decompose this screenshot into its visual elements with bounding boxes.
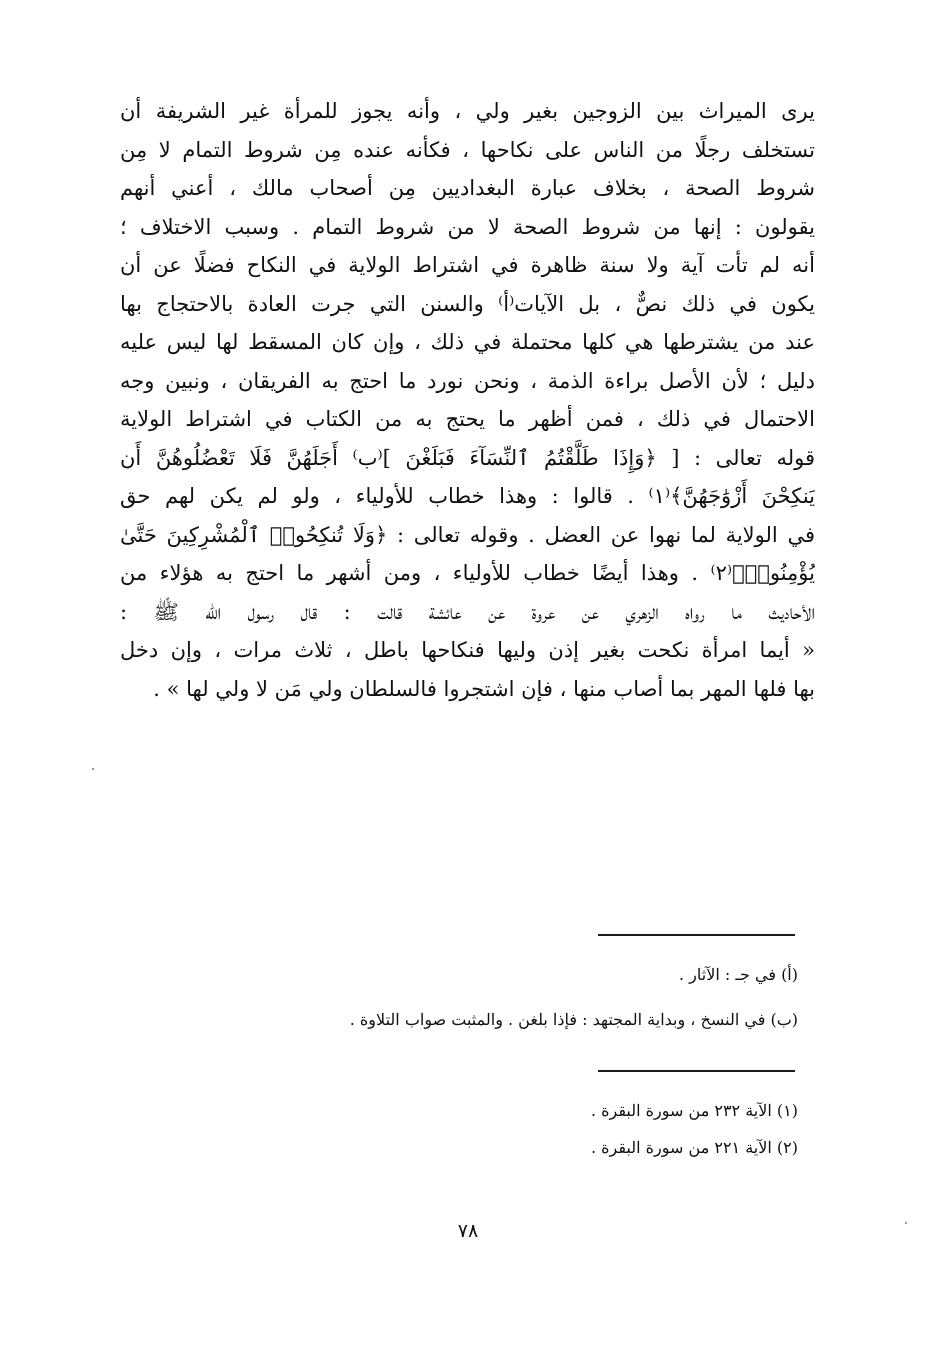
text-line: الاحتمال في ذلك ، فمن أظهر ما يحتج به من الكتاب في اشتراط الولاية <box>120 407 815 431</box>
text-line: بها فلها المهر بما أصاب منها ، فإن اشتجروا فالسلطان ولي مَن لا ولي لها » . <box>153 676 815 701</box>
text-line: عند من يشترطها هي كلها محتملة في ذلك ، وإن كان المسقط لها ليس عليه <box>120 330 815 354</box>
text-line: الأحاديث ما رواه الزهري عن عروة عن عائشة قالت : قال رسول الله ﷺ : <box>120 599 815 624</box>
text-line: « أيما امرأة نكحت بغير إذن وليها فنكاحها باطل ، ثلاث مرات ، وإن دخل <box>120 638 815 662</box>
text-line: في الولاية لما نهوا عن العضل . وقوله تعالى : ﴿وَلَا تُنكِحُوا۟ ٱلْمُشْرِكِينَ حَتَّىٰ <box>120 522 815 547</box>
text-line: يُؤْمِنُوا۟﴾⁽٢⁾ . وهذا أيضًا خطاب للأولياء ، ومن أشهر ما احتج به هؤلاء من <box>120 561 815 585</box>
text-line: قوله تعالى : [ ﴿وَإِذَا طَلَّقْتُمُ ٱلنِّسَآءَ فَبَلَغْنَ ]⁽ب⁾ أَجَلَهُنَّ فَلَا تَعْضُلُوهُنَّ أَن <box>120 445 815 470</box>
text-line: تستخلف رجلًا من الناس على نكاحها ، فكأنه عنده مِن شروط التمام لا مِن <box>120 137 815 162</box>
footnote-divider-variants <box>598 934 795 936</box>
footnote-variant-b: (ب) في النسخ ، وبداية المجتهد : فإذا بلغن . والمثبت صواب التلاوة . <box>349 1010 798 1029</box>
text-line: دليل ؛ لأن الأصل براءة الذمة ، ونحن نورد ما احتج به الفريقان ، ونبين وجه <box>120 368 815 393</box>
footnote-reference-1: (١) الآية ٢٣٢ من سورة البقرة . <box>590 1101 798 1120</box>
text-line: يَنكِحْنَ أَزْوَٰجَهُنَّ﴾⁽١⁾ . قالوا : وهذا خطاب للأولياء ، ولو لم يكن لهم حق <box>120 484 815 508</box>
footnote-variant-a: (أ) في جـ : الآثار . <box>678 965 798 984</box>
text-line: يرى الميراث بين الزوجين بغير ولي ، وأنه يجوز للمرأة غير الشريفة أن <box>120 99 815 123</box>
text-line: يكون في ذلك نصٌّ ، بل الآيات⁽أ⁾ والسنن التي جرت العادة بالاحتجاج بها <box>120 291 815 316</box>
text-line: شروط الصحة ، بخلاف عبارة البغداديين مِن أصحاب مالك ، أعني أنهم <box>120 176 815 200</box>
scan-speck <box>92 768 94 770</box>
footnote-divider-references <box>598 1070 795 1072</box>
scan-speck <box>905 1222 907 1224</box>
page-number: ٧٨ <box>457 1220 479 1242</box>
text-line: يقولون : إنها من شروط الصحة لا من شروط التمام . وسبب الاختلاف ؛ <box>120 214 815 239</box>
footnote-reference-2: (٢) الآية ٢٢١ من سورة البقرة . <box>590 1138 798 1157</box>
main-text <box>120 92 815 708</box>
text-line: أنه لم تأت آية ولا سنة ظاهرة في اشتراط الولاية في النكاح فضلًا عن أن <box>120 253 815 277</box>
